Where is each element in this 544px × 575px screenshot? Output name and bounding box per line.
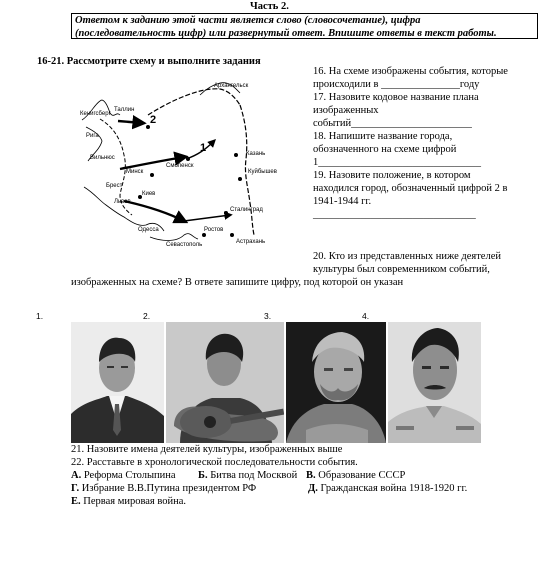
map-label: Смоленск: [166, 163, 194, 169]
question-17-line-2: изображенных: [313, 105, 379, 116]
photo-number-3: 3.: [264, 311, 272, 321]
event-letter: В.: [306, 470, 316, 481]
event-text: Битва под Москвой: [210, 470, 298, 481]
question-20-line-1: 20. Кто из представленных ниже деятелей: [313, 251, 501, 262]
question-19-line-2: находился город, обозначенный цифрой 2 в: [313, 183, 508, 194]
portrait-photo-4: [388, 322, 481, 443]
map-label: Таллин: [114, 107, 135, 113]
event-text: Гражданская война 1918-1920 гг.: [320, 483, 468, 494]
event-row-2b: [308, 483, 467, 496]
map-label: Астрахань: [236, 239, 266, 245]
event-letter: Б.: [198, 470, 208, 481]
map-label: Брест: [106, 183, 123, 189]
question-19-line-1: 19. Назовите положение, в котором: [313, 170, 471, 181]
event-text: Образование СССР: [318, 470, 406, 481]
front-line-north: [148, 89, 240, 115]
event-letter: Е.: [71, 496, 81, 507]
question-16-line-1: 16. На схеме изображены события, которые: [313, 66, 508, 77]
attack-arrow: [118, 121, 142, 123]
question-17-line-3: событий_______________________: [313, 118, 472, 129]
attack-arrow: [124, 201, 184, 221]
event-text: Первая мировая война.: [83, 496, 187, 507]
question-22: 22. Расставьте в хронологической последовательности события.: [71, 457, 358, 468]
event-letter: Г.: [71, 483, 80, 494]
event-text: Реформа Столыпина: [83, 470, 176, 481]
map-label: Куйбышев: [248, 169, 277, 175]
event-row-2: [71, 483, 256, 496]
question-19-answer-line: _______________________________: [313, 209, 476, 220]
military-campaign-map: [80, 75, 298, 247]
map-label: Рига: [86, 133, 99, 139]
question-18-line-3: 1_______________________________: [313, 157, 481, 168]
map-label: Кенигсберг: [80, 111, 111, 117]
portrait-photo-1: [71, 322, 164, 443]
photo-number-4: 4.: [362, 311, 370, 321]
event-letter: А.: [71, 470, 82, 481]
map-label: Киев: [142, 191, 156, 197]
event-row-1: [71, 470, 176, 483]
map-label: Вильнюс: [90, 155, 115, 161]
map-number-2: 2: [150, 114, 157, 126]
photo-number-1: 1.: [36, 311, 44, 321]
map-label: Одесса: [138, 227, 159, 233]
map-label: Львов: [114, 199, 131, 205]
instruction-box: [71, 13, 538, 39]
instruction-line-2: (последовательность цифр) или развернутый ответ. Впишите ответы в текст работы.: [75, 28, 497, 39]
portrait-photo-2: [166, 322, 284, 443]
instruction-line-1: Ответом к заданию этой части является слово (словосочетание), цифра: [75, 15, 421, 26]
question-19-line-3: 1941-1944 гг.: [313, 196, 372, 207]
portrait-photo-3: [286, 322, 386, 443]
question-20-line-3: изображенных на схеме? В ответе запишите цифру, под которой он указан: [71, 277, 404, 288]
question-18-line-2: обозначенного на схеме цифрой: [313, 144, 457, 155]
map-label: Ростов: [204, 227, 224, 233]
map-label: Казань: [246, 151, 266, 157]
photo-number-2: 2.: [143, 311, 151, 321]
event-row-3: [71, 496, 186, 509]
event-row-1c: [306, 470, 405, 483]
map-label: Севастополь: [166, 242, 203, 247]
question-17-line-1: 17. Назовите кодовое название плана: [313, 92, 479, 103]
map-label: Сталинград: [230, 207, 263, 213]
event-text: Избрание В.В.Путина президентом РФ: [81, 483, 257, 494]
question-21: 21. Назовите имена деятелей культуры, изображенных выше: [71, 444, 343, 455]
part-title: Часть 2.: [250, 1, 289, 12]
question-20-line-2: культуры был современником событий,: [313, 264, 490, 275]
map-label: Минск: [126, 169, 144, 175]
question-18-line-1: 18. Напишите название города,: [313, 131, 453, 142]
event-letter: Д.: [308, 483, 318, 494]
map-label: Архангельск: [214, 83, 249, 89]
event-row-1b: [198, 470, 297, 483]
task-header: 16-21. Рассмотрите схему и выполните задания: [37, 56, 261, 67]
question-16-line-2: происходили в _______________году: [313, 79, 480, 90]
map-number-1: 1: [200, 142, 207, 154]
